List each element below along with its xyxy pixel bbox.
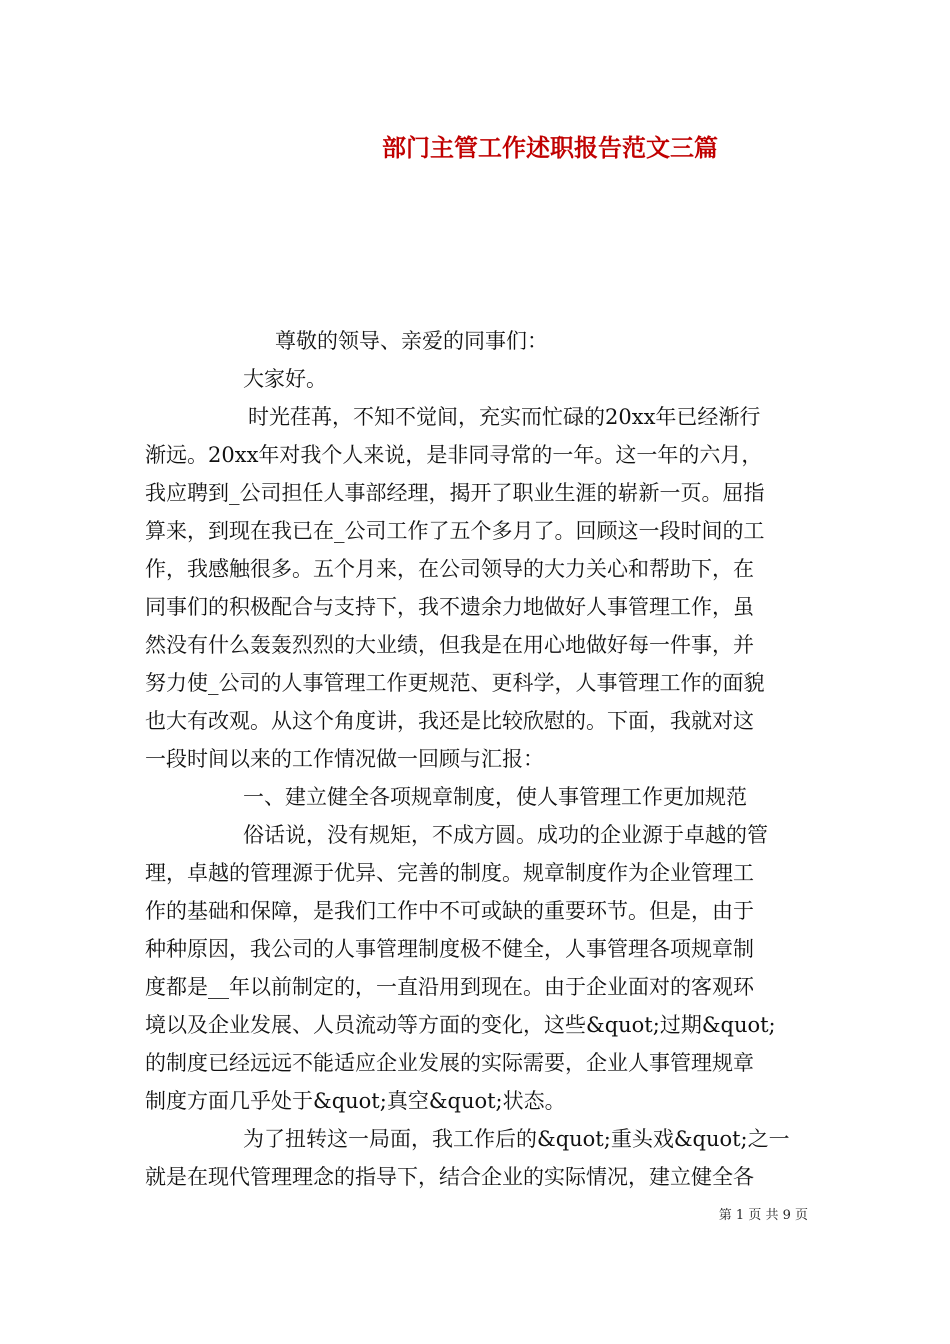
paragraph-line: 同事们的积极配合与支持下，我不遗余力地做好人事管理工作，虽 xyxy=(145,595,754,619)
paragraph-line: 时光荏苒，不知不觉间，充实而忙碌的20xx年已经渐行 xyxy=(248,405,761,429)
document-title: 部门主管工作述职报告范文三篇 xyxy=(382,133,718,162)
paragraph-line: 理，卓越的管理源于优异、完善的制度。规章制度作为企业管理工 xyxy=(145,861,754,885)
paragraph-line: 种种原因，我公司的人事管理制度极不健全，人事管理各项规章制 xyxy=(145,937,754,961)
paragraph-line: 也大有改观。从这个角度讲，我还是比较欣慰的。下面，我就对这 xyxy=(145,709,754,733)
paragraph-line: 制度方面几乎处于&quot;真空&quot;状态。 xyxy=(145,1089,566,1113)
paragraph-line: 渐远。20xx年对我个人来说，是非同寻常的一年。这一年的六月， xyxy=(145,443,763,467)
section-heading: 一、建立健全各项规章制度，使人事管理工作更加规范 xyxy=(243,785,747,809)
paragraph-line: 就是在现代管理理念的指导下，结合企业的实际情况，建立健全各 xyxy=(145,1165,754,1189)
paragraph-line: 我应聘到_公司担任人事部经理，揭开了职业生涯的崭新一页。屈指 xyxy=(145,481,765,505)
paragraph-line: 作，我感触很多。五个月来，在公司领导的大力关心和帮助下，在 xyxy=(145,557,754,581)
paragraph-line: 然没有什么轰轰烈烈的大业绩，但我是在用心地做好每一件事，并 xyxy=(145,633,754,657)
paragraph-line: 努力使_公司的人事管理工作更规范、更科学，人事管理工作的面貌 xyxy=(145,671,765,695)
paragraph-line: 境以及企业发展、人员流动等方面的变化，这些&quot;过期&quot; xyxy=(145,1013,776,1037)
paragraph-line: 一段时间以来的工作情况做一回顾与汇报： xyxy=(145,747,544,771)
paragraph-line: 作的基础和保障，是我们工作中不可或缺的重要环节。但是，由于 xyxy=(145,899,754,923)
paragraph-line: 俗话说，没有规矩，不成方圆。成功的企业源于卓越的管 xyxy=(243,823,768,847)
paragraph-line: 度都是__年以前制定的，一直沿用到现在。由于企业面对的客观环 xyxy=(145,975,754,999)
greeting-line: 大家好。 xyxy=(243,367,327,391)
paragraph-line: 算来，到现在我已在_公司工作了五个多月了。回顾这一段时间的工 xyxy=(145,519,765,543)
page-number-footer: 第 1 页 共 9 页 xyxy=(718,1208,808,1223)
paragraph-line: 的制度已经远远不能适应企业发展的实际需要，企业人事管理规章 xyxy=(145,1051,754,1075)
document-body xyxy=(145,322,815,1196)
salutation-line: 尊敬的领导、亲爱的同事们： xyxy=(275,329,548,353)
paragraph-line: 为了扭转这一局面，我工作后的&quot;重头戏&quot;之一 xyxy=(243,1127,790,1151)
